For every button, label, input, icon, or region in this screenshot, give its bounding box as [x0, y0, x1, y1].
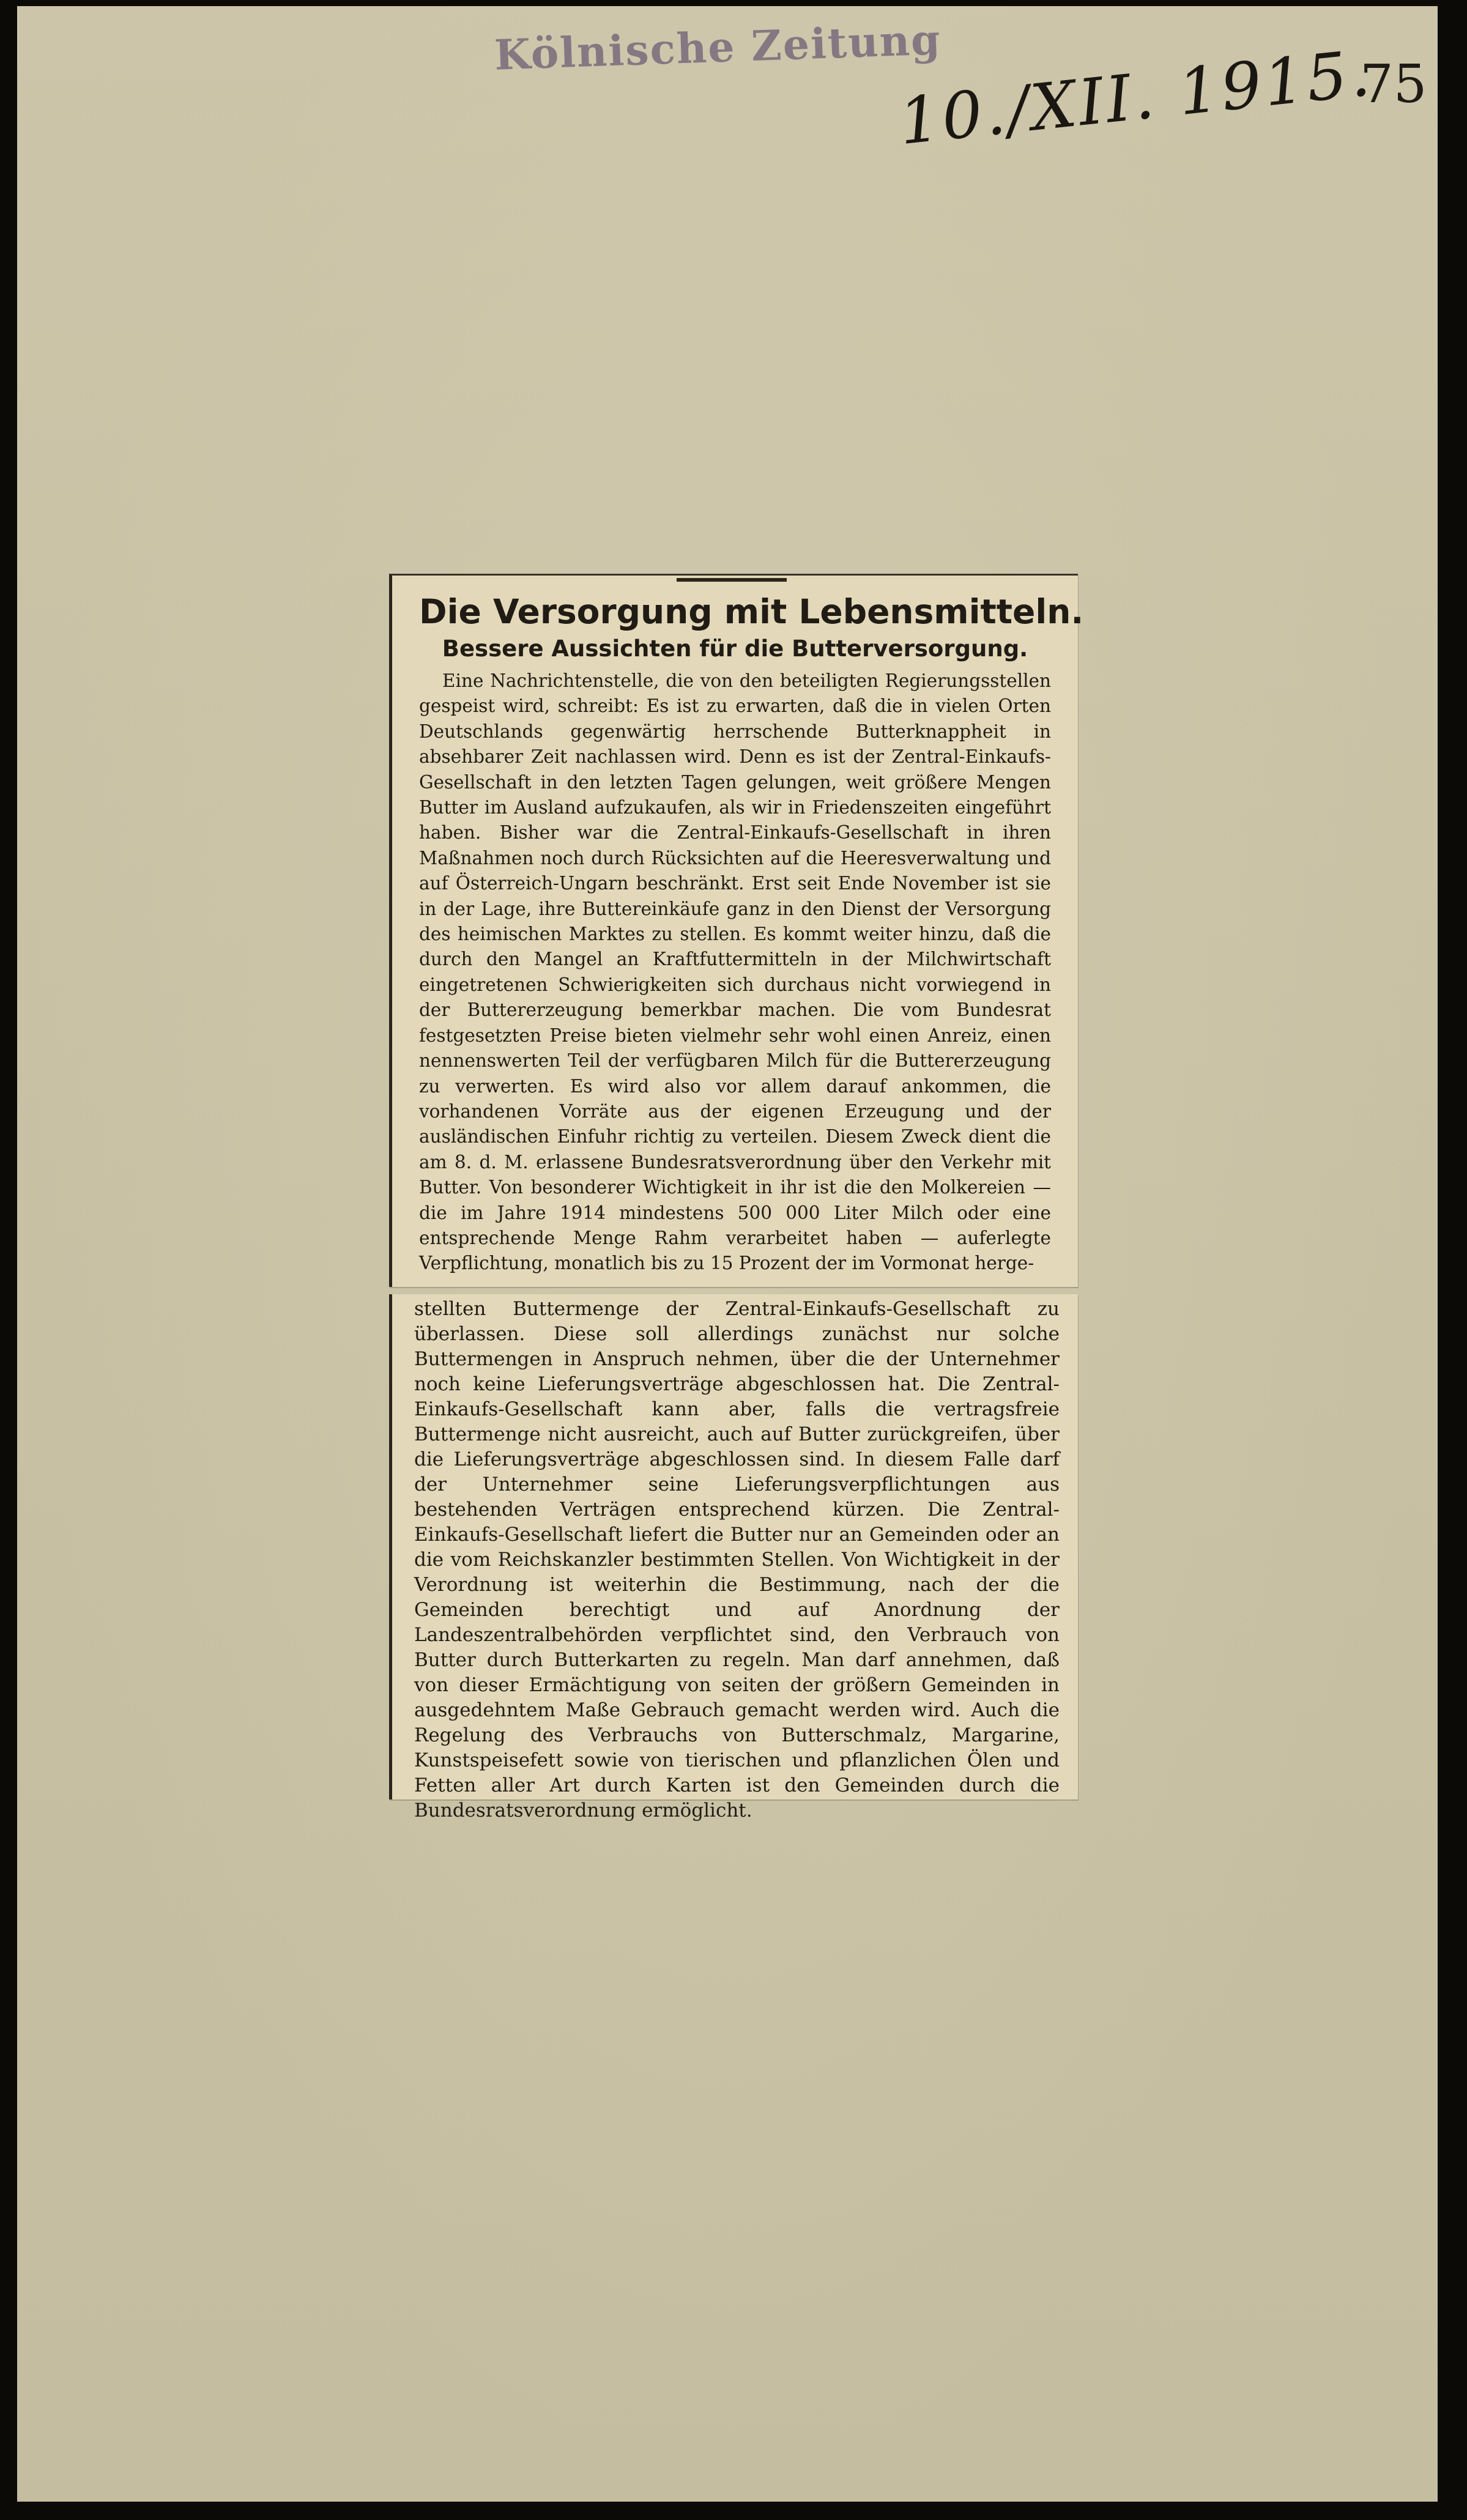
top-rule [677, 578, 787, 582]
clipping-part-1 [389, 574, 1084, 1287]
article-body-part-2: stellten Buttermenge der Zentral-Einkaufs-Gesellschaft zu überlassen. Diese soll allerdings zunächst nur solche Buttermengen in Anspruch nehmen, über die der Unternehmer noch keine Lieferungsverträge abgeschlossen hat. Die Zentral-Einkaufs-Gesellschaft kann aber, falls die vertragsfreie Buttermenge nicht ausreicht, auch auf Butter zurückgreifen, über die Lieferungsverträge abgeschlossen sind. In diesem Falle darf der Unternehmer seine Lieferungsverpflichtungen aus bestehenden Verträgen entsprechend kürzen. Die Zentral-Einkaufs-Gesellschaft liefert die Butter nur an Gemeinden oder an die vom Reichskanzler bestimmten Stellen. Von Wichtigkeit in der Verordnung ist weiterhin die Bestimmung, nach der die Gemeinden berechtigt und auf Anordnung der Landeszentralbehörden verpflichtet sind, den Verbrauch von Butter durch Butterkarten zu regeln. Man darf annehmen, daß von dieser Ermächtigung von seiten der größern Gemeinden in ausgedehntem Maße Gebrauch gemacht werden wird. Auch die Regelung des Verbrauchs von Butterschmalz, Margarine, Kunstspeisefett sowie von tierischen und pflanzlichen Ölen und Fetten aller Art durch Karten ist den Gemeinden durch die Bundesratsverordnung ermöglicht. [414, 1298, 1060, 1821]
article-body-part-1: Eine Nachrichtenstelle, die von den beteiligten Regierungsstellen gespeist wird, schreibt: Es ist zu erwarten, daß die in vielen Orten Deutschlands gegenwärtig herrschende Butterknappheit in absehbarer Zeit nachlassen wird. Denn es ist der Zentral-Einkaufs-Gesellschaft in den letzten Tagen gelungen, weit größere Mengen Butter im Ausland aufzukaufen, als wir in Friedenszeiten eingeführt haben. Bisher war die Zentral-Einkaufs-Gesellschaft in ihren Maßnahmen noch durch Rücksichten auf die Heeresverwaltung und auf Österreich-Ungarn beschränkt. Erst seit Ende November ist sie in der Lage, ihre Buttereinkäufe ganz in den Dienst der Versorgung des heimischen Marktes zu stellen. Es kommt weiter hinzu, daß die durch den Mangel an Kraftfuttermitteln in der Milchwirtschaft eingetretenen Schwierigkeiten sich durchaus nicht vorwiegend in der Buttererzeugung bemerkbar machen. Die vom Bundesrat festgesetzten Preise bieten vielmehr sehr wohl einen Anreiz, einen nennenswerten Teil der verfügbaren Milch für die Buttererzeugung zu verwerten. Es wird also vor allem darauf ankommen, die vorhandenen Vorräte aus der eigenen Erzeugung und der ausländischen Einfuhr richtig zu verteilen. Diesem Zweck dient die am 8. d. M. erlassene Bundesratsverordnung über den Verkehr mit Butter. Von besonderer Wichtigkeit in ihr ist die den Molkereien — die im Jahre 1914 mindestens 500 000 Liter Milch oder eine entsprechende Menge Rahm verarbeitet haben — auferlegte Verpflichtung, monatlich bis zu 15 Prozent der im Vormonat herge- [419, 670, 1051, 1274]
page-number: 75 [1360, 54, 1427, 115]
clipping-part-2 [389, 1294, 1078, 1821]
article-title: Die Versorgung mit Lebensmitteln. [419, 592, 1084, 631]
handwritten-date: 10./XII. 1915. [895, 35, 1376, 160]
archive-sheet [17, 6, 1438, 2502]
newspaper-stamp: Kölnische Zeitung [493, 15, 942, 80]
article-subtitle: Bessere Aussichten für die Butterversorgung. [442, 636, 1028, 662]
